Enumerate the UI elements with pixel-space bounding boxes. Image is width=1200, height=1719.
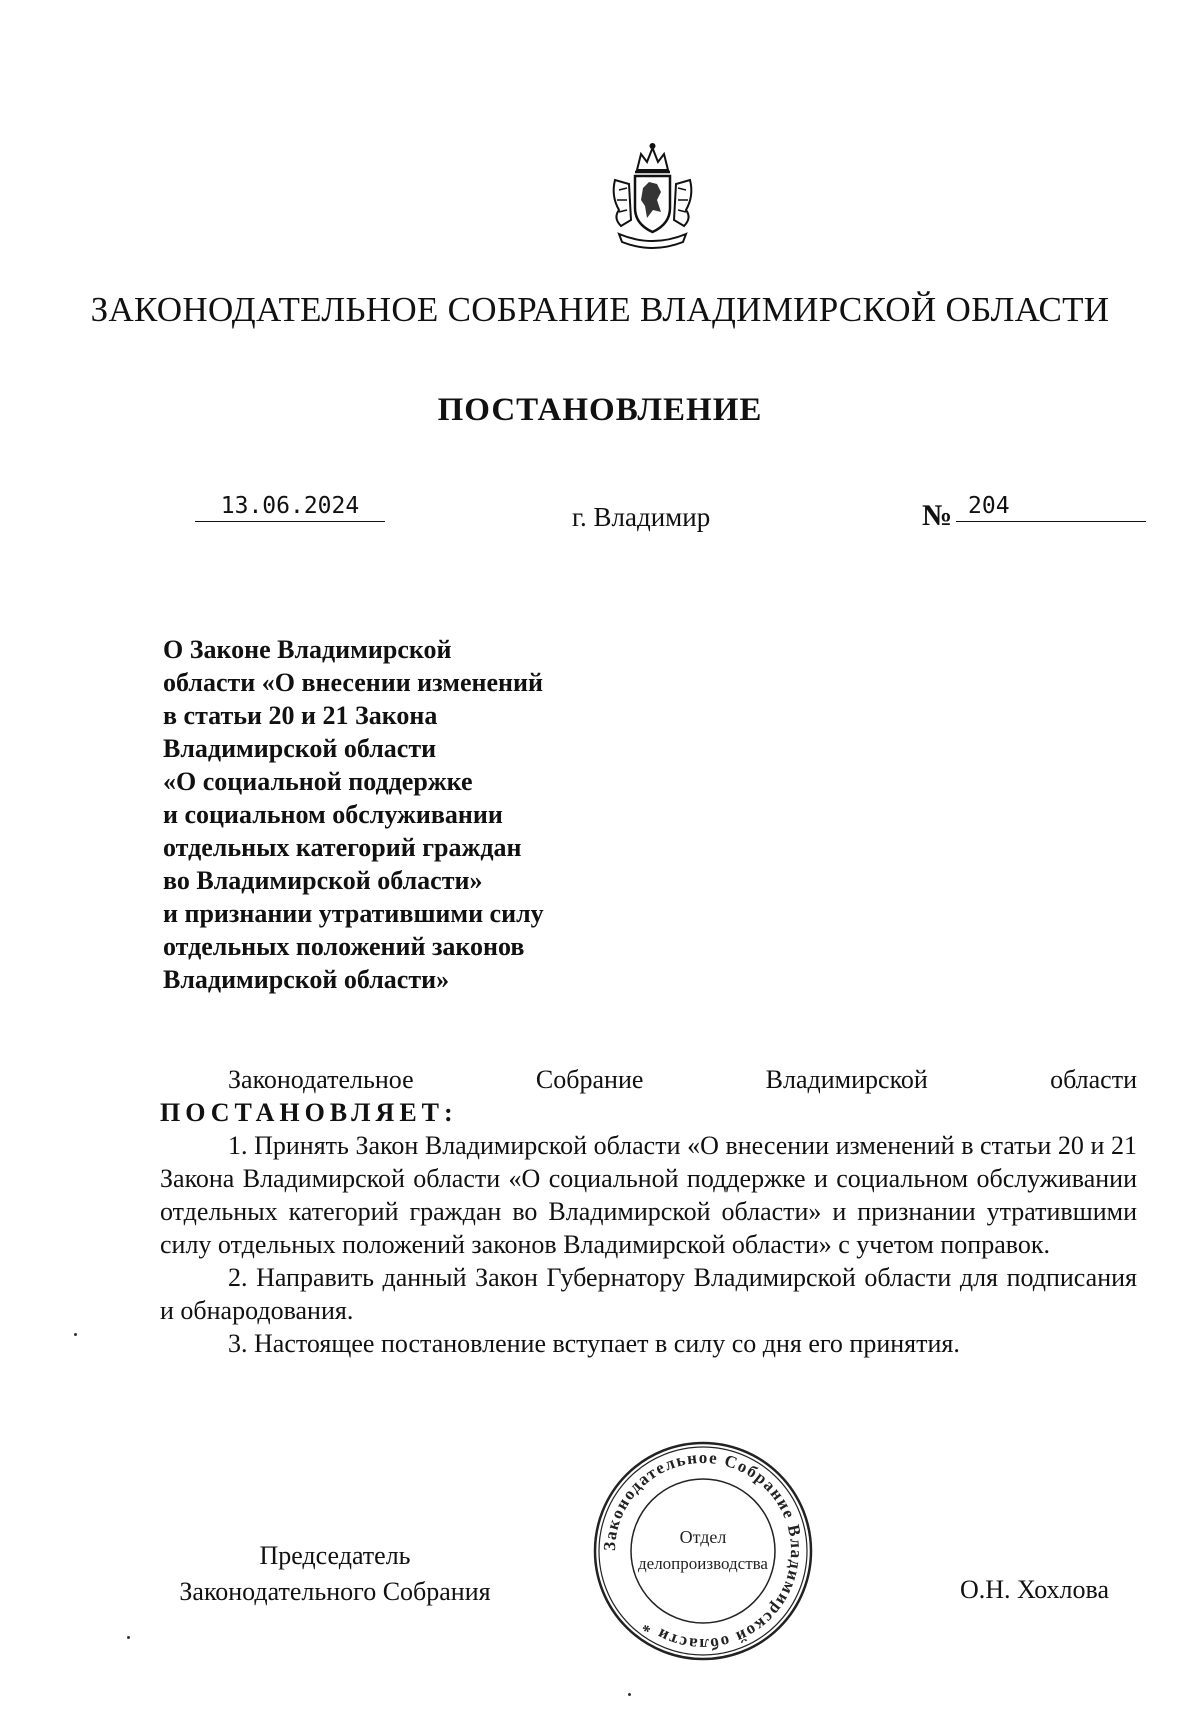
body-intro: Законодательное Собрание Владимирской области <box>228 1065 1137 1094</box>
body-item-1: 1. Принять Закон Владимирской области «О внесении изменений в статьи 20 и 21 Закона Владимирской области «О социальной поддержке и социальном обслуживании отдельных категорий граждан во Владимирской области» и признании утратившими силу отдельных положений законов Владимирской области» с учетом поправок. <box>160 1131 1137 1259</box>
subject-line: области «О внесении изменений <box>163 668 543 697</box>
subject-line: и социальном обслуживании <box>163 800 503 829</box>
document-subject <box>163 633 603 996</box>
signatory-position-line-1: Председатель <box>259 1541 411 1570</box>
subject-line: и признании утратившими силу <box>163 899 544 928</box>
seal-center-line-1: Отдел <box>679 1527 727 1547</box>
document-body <box>160 1063 1137 1360</box>
subject-line: во Владимирской области» <box>163 866 483 895</box>
organization-title: ЗАКОНОДАТЕЛЬНОЕ СОБРАНИЕ ВЛАДИМИРСКОЙ ОБЛАСТИ <box>90 290 1110 329</box>
body-resolve: ПОСТАНОВЛЯЕТ: <box>160 1098 458 1127</box>
body-item-3: 3. Настоящее постановление вступает в силу со дня его принятия. <box>228 1329 960 1358</box>
seal-center-line-2: делопроизводства <box>638 1554 768 1573</box>
document-city: г. Владимир <box>572 502 711 532</box>
subject-line: Владимирской области» <box>163 965 450 994</box>
scan-speck <box>74 1333 77 1336</box>
coat-of-arms-icon <box>605 140 700 250</box>
document-number: 204 <box>956 493 1146 522</box>
document-date: 13.06.2024 <box>195 493 385 522</box>
subject-line: отдельных категорий граждан <box>163 833 522 862</box>
scan-speck <box>628 1693 631 1696</box>
subject-line: отдельных положений законов <box>163 932 525 961</box>
official-seal-stamp <box>592 1440 814 1662</box>
signatory-position-line-2: Законодательного Собрания <box>179 1577 491 1606</box>
svg-text:Законодательное Собрание Влади: Законодательное Собрание Владимирской области * <box>599 1447 807 1655</box>
subject-line: «О социальной поддержке <box>163 767 473 796</box>
document-type-title: ПОСТАНОВЛЕНИЕ <box>437 392 763 428</box>
scan-speck <box>127 1636 130 1639</box>
subject-line: О Законе Владимирской <box>163 635 452 664</box>
signatory-position <box>160 1538 510 1610</box>
subject-line: в статьи 20 и 21 Закона <box>163 701 438 730</box>
body-item-2: 2. Направить данный Закон Губернатору Владимирской области для подписания и обнародования. <box>160 1263 1137 1325</box>
signatory-name: О.Н. Хохлова <box>960 1575 1109 1604</box>
subject-line: Владимирской области <box>163 734 437 763</box>
number-sign: № <box>922 499 953 532</box>
